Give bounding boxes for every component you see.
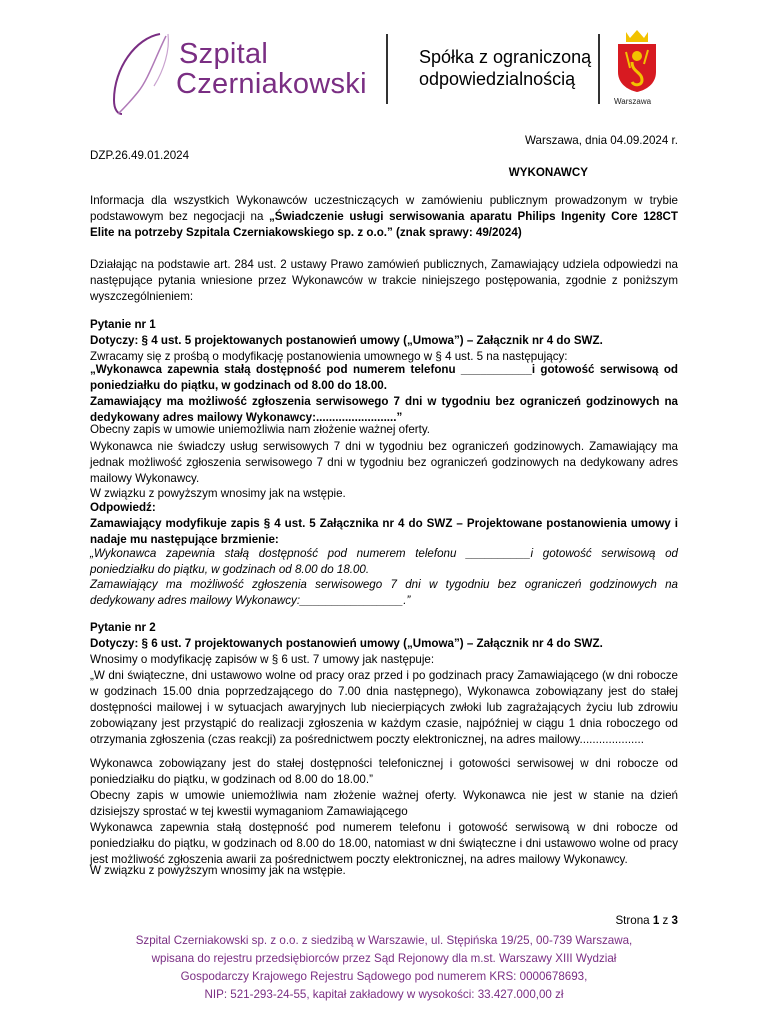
question-2-note-2: Wykonawca zapewnia stałą dostępność pod numerem telefonu i gotowość serwisową w dni robocze od poniedziałku do piątku, w godzinach od 8.00 do 18.00, natomiast w dni świąteczne i dni ustawowo wolne od pracy jest możliwość zgłoszenia awarii za pośrednictwem poczty elektronicznej, na adres mailowy Wykonawcy. [90,821,678,866]
page-number [615,914,678,927]
recipient-heading: WYKONAWCY [508,166,588,179]
hospital-logo-swoosh-icon [108,30,178,116]
question-2-request: Wnosimy o modyfikację zapisów w § 6 ust. 7 umowy jak następuje: [90,653,435,666]
page-current: 1 [652,914,660,927]
question-1-note-3: W związku z powyższym wnosimy jak na wstępie. [90,487,346,500]
page-prefix: Strona [615,914,653,927]
question-2-note-3: W związku z powyższym wnosimy jak na wstępie. [90,864,346,877]
footer-line-1: Szpital Czerniakowski sp. z o.o. z siedzibą w Warszawie, ul. Stępińska 19/25, 00-739 Warszawa, [135,934,633,947]
answer-1-clause-1: „Wykonawca zapewnia stałą dostępność pod numerem telefonu __________i gotowość serwisową od poniedziałku do piątku, w godzinach od 8.00 do 18.00. [90,547,678,576]
letterhead [0,0,768,120]
question-1-heading: Pytanie nr 1 [90,318,156,331]
answer-1-modification: Zamawiający modyfikuje zapis § 4 ust. 5 Załącznika nr 4 do SWZ – Projektowane postanowienia umowy i nadaje mu następujące brzmienie: [90,517,678,546]
warsaw-coat-of-arms-icon [612,28,662,94]
legal-basis-paragraph: Działając na podstawie art. 284 ust. 2 ustawy Prawo zamówień publicznych, Zamawiający udziela odpowiedzi na następujące pytania wniesione przez Wykonawców w trakcie niniejszego postępowania, zgodnie z poniższym wyszczególnieniem: [90,258,678,303]
answer-1-clause-2: Zamawiający ma możliwość zgłoszenia serwisowego 7 dni w tygodniu bez ograniczeń godzinowych na dedykowany adres mailowy Wykonawcy:________________.” [90,578,678,607]
question-1-regarding: Dotyczy: § 4 ust. 5 projektowanych postanowień umowy („Umowa”) – Załącznik nr 4 do SWZ. [90,334,603,347]
company-footer [60,932,708,1004]
question-1-request: Zwracamy się z prośbą o modyfikację postanowienia umownego w § 4 ust. 5 na następujący: [90,350,568,363]
question-1-note-2: Wykonawca nie świadczy usług serwisowych 7 dni w tygodniu bez ograniczeń godzinowych. Zamawiający ma jednak możliwość zgłoszenia serwisowego 7 dni w tygodniu bez ograniczeń godzinowych na dedykowany adres mailowy Wykonawcy. [90,440,678,485]
footer-line-3: Gospodarczy Krajowego Rejestru Sądowego pod numerem KRS: 0000678693, [180,970,588,983]
question-2-regarding: Dotyczy: § 6 ust. 7 projektowanych postanowień umowy („Umowa”) – Załącznik nr 4 do SWZ. [90,637,603,650]
logo-text-czerniakowski: Czerniakowski [176,68,367,100]
intro-paragraph [90,193,678,241]
footer-line-4: NIP: 521-293-24-55, kapitał zakładowy w wysokości: 33.427.000,00 zł [204,988,564,1001]
answer-1-heading: Odpowiedź: [90,501,156,514]
company-type-line2: odpowiedzialnością [419,69,576,89]
procurement-title: „Świadczenie usługi serwisowania aparatu Philips Ingenity Core 128CT Elite na potrzeby Szpitala Czerniakowskiego sp. z o.o.” (znak sprawy: 49/2024) [90,210,678,239]
emblem-label: Warszawa [614,97,652,106]
question-1-proposed-1: „Wykonawca zapewnia stałą dostępność pod numerem telefonu ___________i gotowość serwisową od poniedziałku do piątku, w godzinach od 8.00 do 18.00. [90,363,678,392]
logo-text-szpital: Szpital [179,38,269,70]
document-date: Warszawa, dnia 04.09.2024 r. [525,134,678,147]
question-2-quote-2: Wykonawca zobowiązany jest do stałej dostępności telefonicznej i gotowości serwisowej w dni robocze od poniedziałku do piątku, w godzinach od 8.00 do 18.00.” [90,757,678,786]
page-sep: z [659,914,672,927]
header-divider [386,34,388,104]
reference-number: DZP.26.49.01.2024 [90,149,190,162]
company-type-line1: Spółka z ograniczoną [419,47,592,67]
question-2-heading: Pytanie nr 2 [90,621,156,634]
footer-line-2: wpisana do rejestru przedsiębiorców przez Sąd Rejonowy dla m.st. Warszawy XIII Wydział [151,952,617,965]
question-2-quote-1: „W dni świąteczne, dni ustawowo wolne od pracy oraz przed i po godzinach pracy Zamawiającego (w dni robocze w godzinach 15.00 dnia poprzedzającego do 7.00 dnia następnego), Wykonawca zobowiązany jest do stałej dostępności mailowej i w sytuacjach awaryjnych lub niecierpiących zwłoki lub zagrażających życiu lub zdrowiu zobowiązany jest przystąpić do realizacji zgłoszenia w każdym czasie, najpóźniej w ciągu 1 dnia roboczego od otrzymania zgłoszenia (czas reakcji) za pośrednictwem poczty elektronicznej, na adres mailowy.................... [90,669,678,746]
page-total: 3 [671,914,678,927]
intro-text: Informacja dla wszystkich Wykonawców uczestniczących w zamówieniu publicznym prowadzonym w trybie podstawowym bez negocjacji na [90,194,678,223]
question-1-proposed-2: Zamawiający ma możliwość zgłoszenia serwisowego 7 dni w tygodniu bez ograniczeń godzinowych na dedykowany adres mailowy Wykonawcy:.........................” [90,395,678,424]
header-divider-right [598,34,600,104]
question-1-note-1: Obecny zapis w umowie uniemożliwia nam złożenie ważnej oferty. [90,423,431,436]
question-2-note-1: Obecny zapis w umowie uniemożliwia nam złożenie ważnej oferty. Wykonawca nie jest w stanie na dzień dzisiejszy sprostać w tej kwestii wymaganiom Zamawiającego [90,789,678,818]
